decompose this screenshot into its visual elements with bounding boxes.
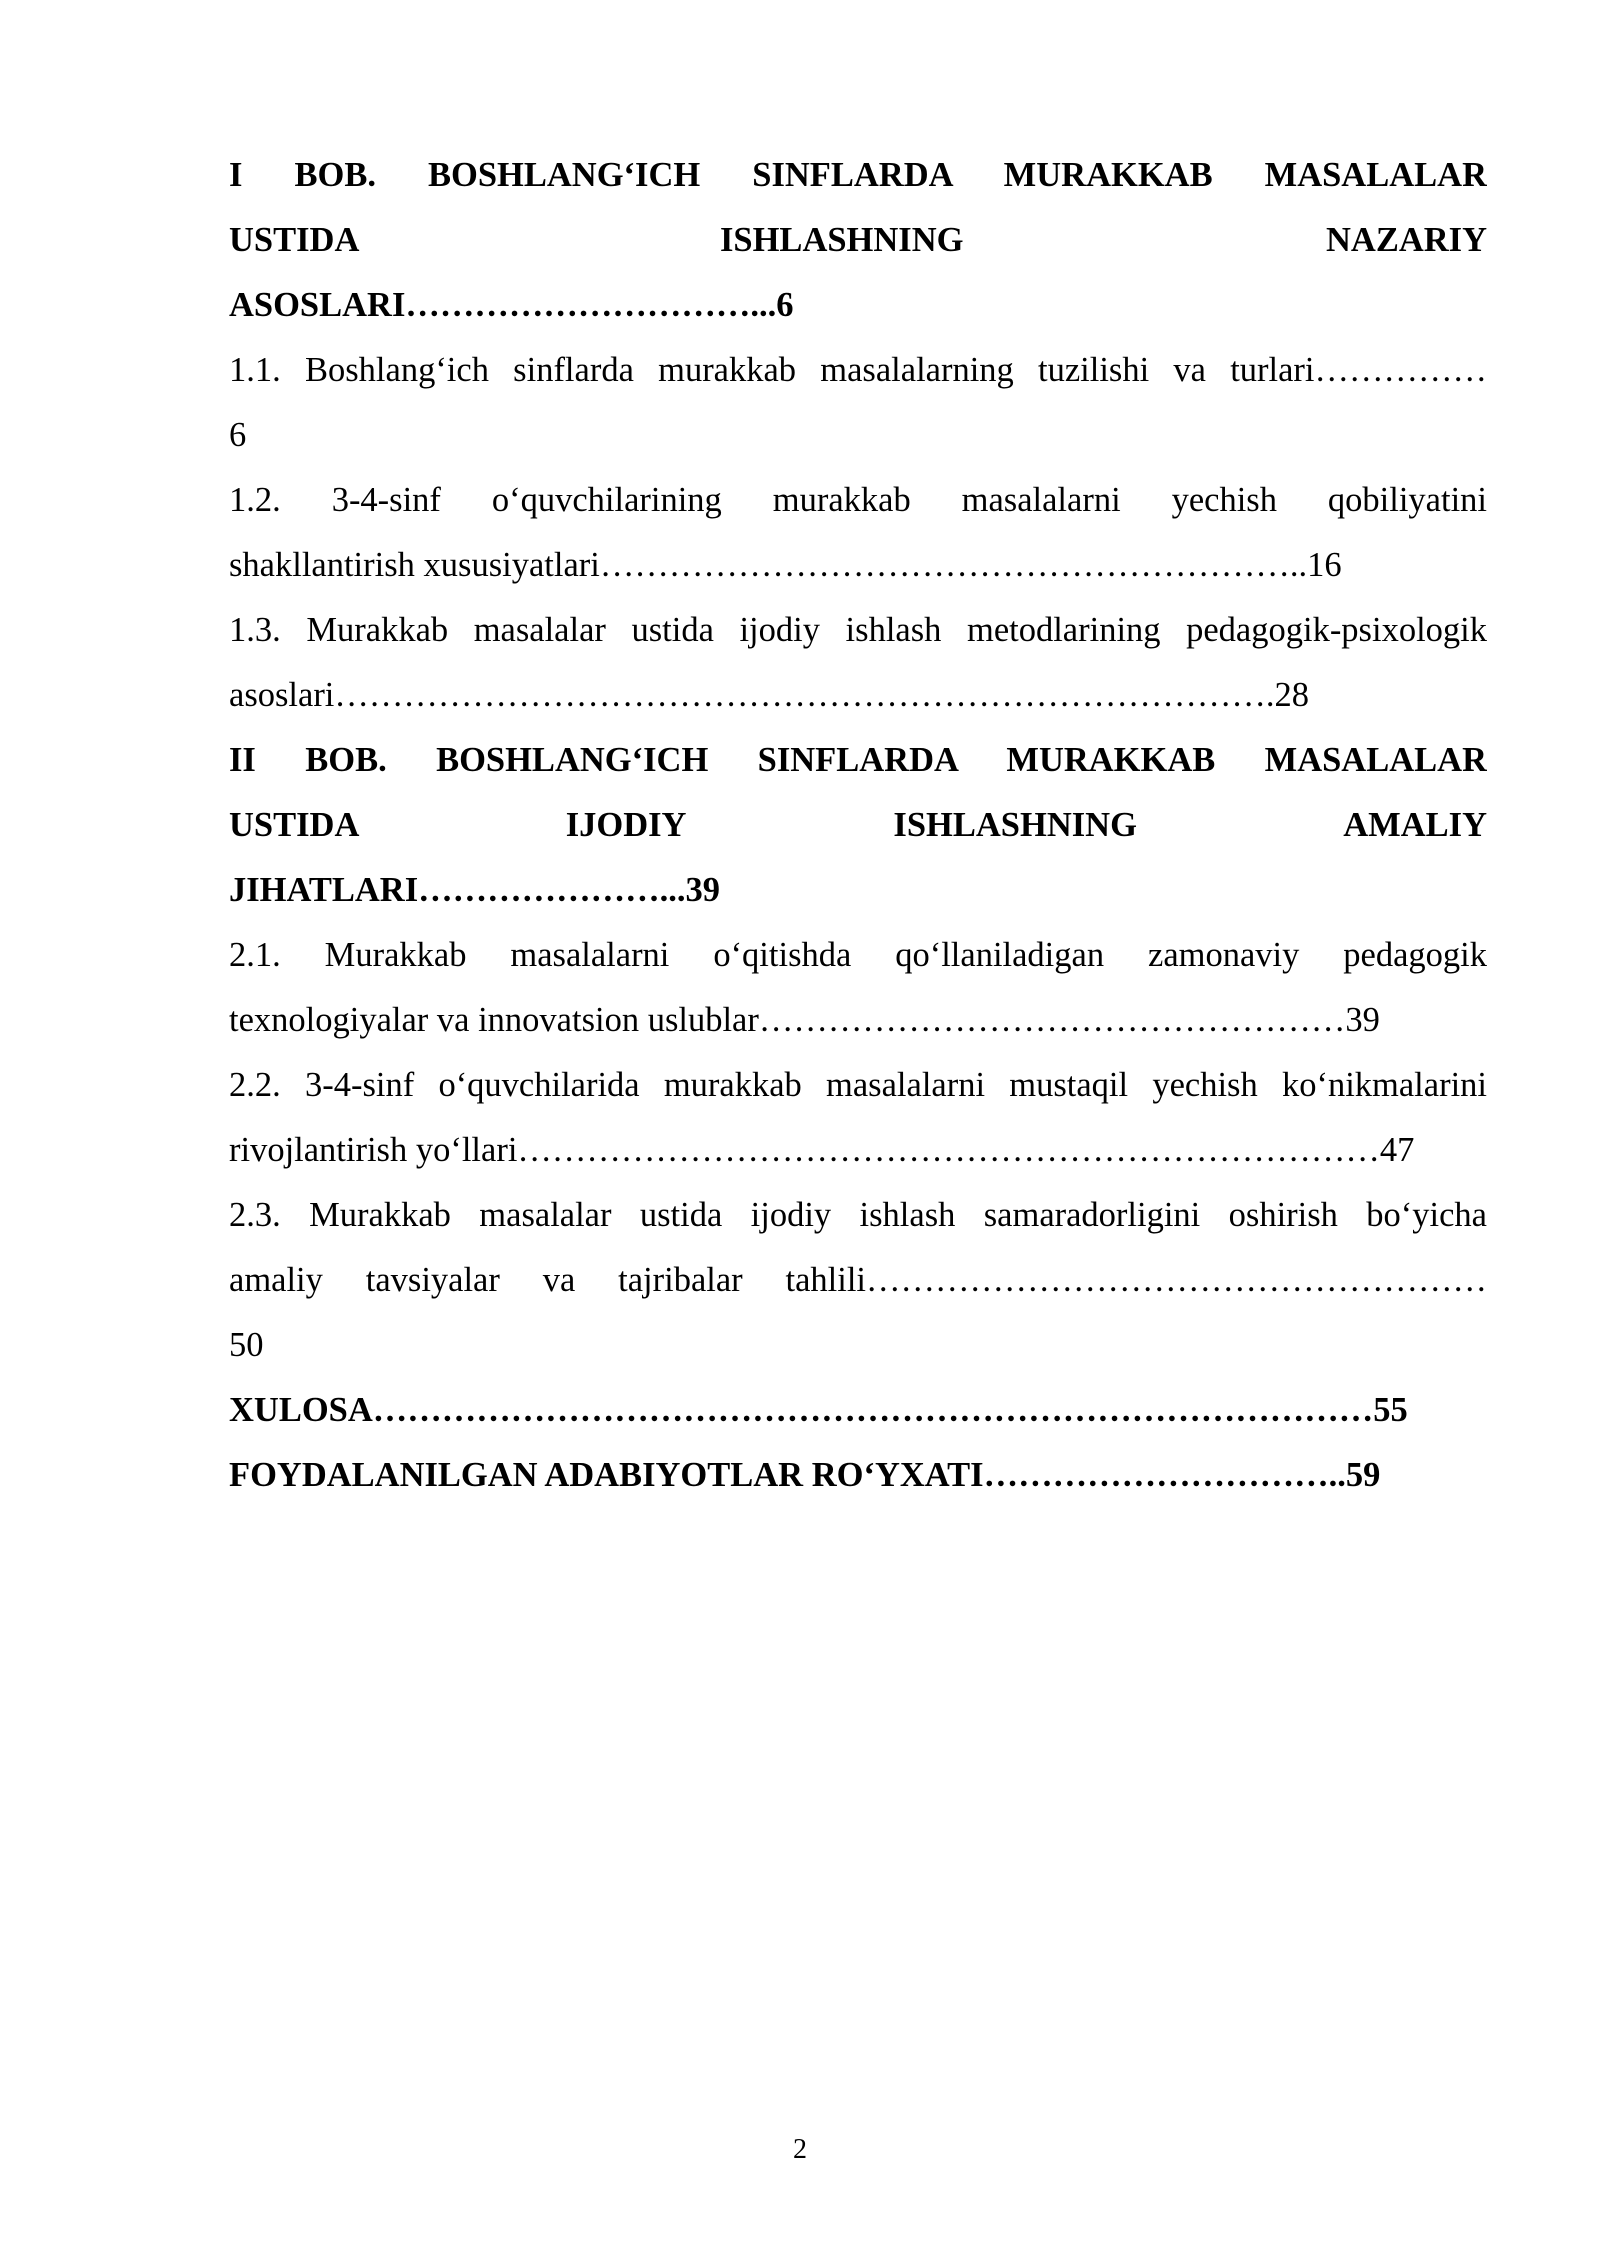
toc-line: II BOB. BOSHLANG‘ICH SINFLARDA MURAKKAB MASALALAR (229, 741, 1487, 779)
toc-line: USTIDA ISHLASHNING NAZARIY (229, 221, 1487, 259)
toc-line: 50 (229, 1326, 264, 1364)
toc-line: XULOSA……………………………………………………………………………55 (229, 1391, 1408, 1429)
toc-line: ASOSLARI…………………………...6 (229, 286, 794, 324)
toc-line: 1.2. 3-4-sinf o‘quvchilarining murakkab masalalarni yechish qobiliyatini (229, 481, 1487, 519)
toc-line: texnologiyalar va innovatsion uslublar……………………………………………39 (229, 1001, 1380, 1039)
toc-line: shakllantirish xususiyatlari……………………………………………………..16 (229, 546, 1342, 584)
toc-line: asoslari……………………………………………………………………….28 (229, 676, 1310, 714)
toc-line: I BOB. BOSHLANG‘ICH SINFLARDA MURAKKAB MASALALAR (229, 156, 1487, 194)
toc-line: USTIDA IJODIY ISHLASHNING AMALIY (229, 806, 1487, 844)
toc-line: rivojlantirish yo‘llari…………………………………………………………………47 (229, 1131, 1415, 1169)
toc-line: FOYDALANILGAN ADABIYOTLAR RO‘YXATI…………………………..59 (229, 1456, 1381, 1494)
table-of-contents (229, 143, 1487, 1508)
toc-line: 2.1. Murakkab masalalarni o‘qitishda qo‘llaniladigan zamonaviy pedagogik (229, 936, 1487, 974)
toc-line: 2.3. Murakkab masalalar ustida ijodiy ishlash samaradorligini oshirish bo‘yicha (229, 1196, 1487, 1234)
toc-line: 2.2. 3-4-sinf o‘quvchilarida murakkab masalalarni mustaqil yechish ko‘nikmalarini (229, 1066, 1487, 1104)
toc-line: 1.3. Murakkab masalalar ustida ijodiy ishlash metodlarining pedagogik-psixologik (229, 611, 1487, 649)
page-number: 2 (793, 2134, 807, 2165)
toc-line: 6 (229, 416, 247, 454)
toc-line: 1.1. Boshlang‘ich sinflarda murakkab masalalarning tuzilishi va turlari…………… (229, 351, 1487, 389)
toc-line: JIHATLARI…………………...39 (229, 871, 721, 909)
toc-line: amaliy tavsiyalar va tajribalar tahlili……………………………………………… (229, 1261, 1487, 1299)
